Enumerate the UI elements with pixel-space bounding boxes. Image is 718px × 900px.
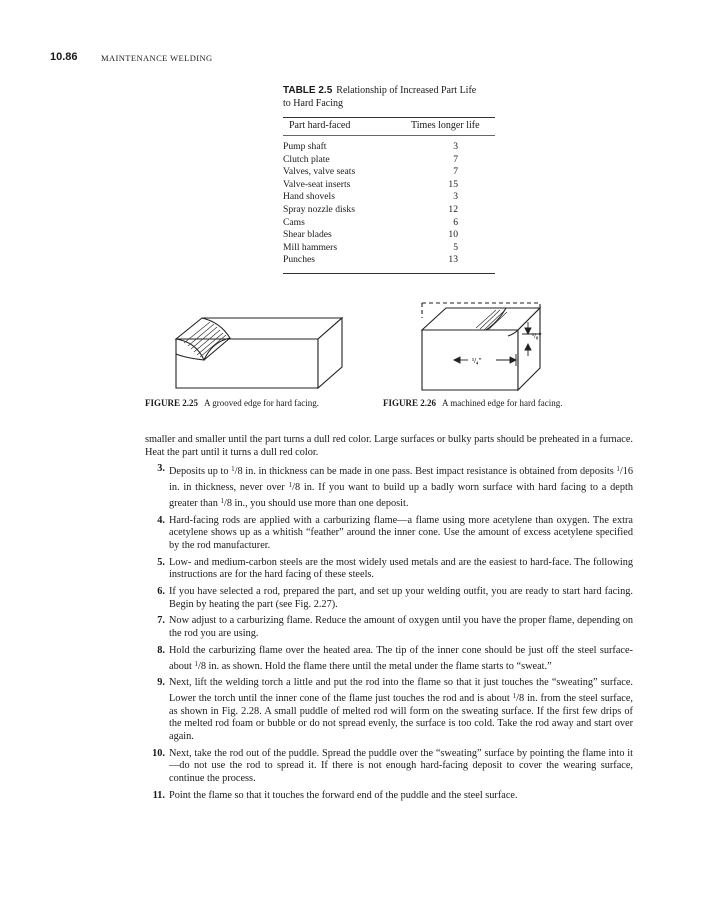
table-row: [283, 229, 495, 242]
list-item-number: 7.: [157, 615, 165, 627]
figure-2-25-text: A grooved edge for hard facing.: [204, 398, 319, 408]
list-item-text: Now adjust to a carburizing flame. Reduce the amount of oxygen until you have the proper flame, depending on the rod you are using.: [169, 615, 633, 640]
figure-2-26-caption: [383, 398, 562, 408]
list-item-number: 11.: [152, 789, 165, 801]
list-item-text: /8 in. If you want to build up a badly worn surface with hard facing to a depth greater than: [169, 482, 633, 509]
table-row: [283, 254, 495, 267]
table-cell-part: Cams: [283, 216, 305, 228]
figure-2-26-text: A machined edge for hard facing.: [442, 398, 563, 408]
table-row: [283, 191, 495, 204]
table-row: [283, 154, 495, 167]
fraction-numerator: 1: [220, 496, 224, 505]
list-item: [145, 615, 633, 640]
table-header-life: Times longer life: [411, 120, 480, 131]
fraction-numerator: 1: [288, 481, 293, 490]
table-cell-life: 12: [448, 203, 458, 215]
table-row: [283, 179, 495, 192]
dimension-horizontal-label: ¹/₄": [472, 357, 483, 365]
list-item: [145, 586, 633, 611]
list-item-number: 8.: [157, 644, 165, 656]
table-cell-part: Valves, valve seats: [283, 166, 356, 178]
table-row: [283, 242, 495, 255]
list-item-text: Hard-facing rods are applied with a carburizing flame—a flame using more acetylene than oxygen. The extra acetylene shows up as a whitish “feather” around the inner cone. Use the amount of excess acetylene specified by the rod manufacturer.: [169, 514, 633, 551]
table-cell-life: 5: [453, 241, 458, 253]
table-cell-life: 7: [453, 153, 458, 165]
list-item-text: /16 in. in thickness, never over: [169, 466, 633, 494]
list-item-text: Hold the carburizing flame over the heated area. The tip of the inner cone should be just off the steel surface-about: [169, 644, 633, 672]
table-top-rule: [283, 117, 495, 118]
table-row: [283, 204, 495, 217]
list-item: [145, 463, 633, 510]
table-cell-life: 10: [448, 229, 458, 241]
fraction-numerator: 1: [231, 465, 235, 474]
numbered-list: [145, 463, 633, 802]
list-item-text: /8 in., you should use more than one deposit.: [223, 497, 409, 509]
table-cell-part: Spray nozzle disks: [283, 203, 355, 215]
table-row: [283, 217, 495, 230]
table-cell-life: 6: [453, 216, 458, 228]
body-text: [145, 434, 633, 803]
figure-2-25-caption: [145, 398, 319, 408]
table-title-line2: to Hard Facing: [283, 98, 343, 109]
table-cell-part: Mill hammers: [283, 241, 338, 253]
list-item-text: Low- and medium-carbon steels are the most widely used metals and are the easiest to hard-face. The following instructions are for the hard facing of these steels.: [169, 556, 633, 581]
list-item-number: 4.: [157, 514, 165, 526]
list-item: [145, 748, 633, 786]
table-header-part: Part hard-faced: [289, 120, 351, 131]
list-item-text: Deposits up to: [169, 466, 232, 478]
table-bottom-rule: [283, 273, 495, 274]
figure-2-26-label: FIGURE 2.26: [383, 398, 437, 408]
table-cell-part: Valve-seat inserts: [283, 178, 351, 190]
table-cell-part: Shear blades: [283, 229, 332, 241]
list-item: [145, 645, 633, 673]
intro-paragraph: smaller and smaller until the part turns a dull red color. Large surfaces or bulky parts should be preheated in a furnace. Heat the part until it turns a dull red color.: [145, 434, 633, 458]
table-title: [283, 84, 513, 110]
list-item-text: Next, take the rod out of the puddle. Spread the puddle over the “sweating” surface by pointing the flame into it—do not use the rod to spread it. If there is not enough hard-facing deposit to cover the wearing surface, continue the process.: [169, 747, 633, 785]
list-item: [145, 557, 633, 582]
table-cell-life: 13: [448, 254, 458, 266]
list-item: [145, 515, 633, 553]
table-title-line1: Relationship of Increased Part Life: [336, 85, 477, 96]
list-item-number: 5.: [157, 556, 165, 568]
list-item: [145, 677, 633, 744]
fraction-numerator: 1: [194, 659, 198, 668]
list-item-number: 9.: [157, 677, 165, 689]
dimension-vertical-label: ¹/₈": [532, 332, 543, 340]
table-cell-life: 3: [453, 141, 458, 152]
list-item-text: Next, lift the welding torch a little and put the rod into the flame so that it just touches the “sweating” surface. Lower the torch until the inner cone of the flame just touches the rod and is about: [169, 677, 633, 704]
table-label: TABLE 2.5: [283, 85, 333, 96]
table-cell-life: 15: [448, 178, 458, 190]
page-number: 10.86: [50, 51, 78, 63]
figure-2-25-drawing: [160, 312, 360, 392]
fraction-numerator: 1: [512, 691, 517, 700]
list-item-text: /8 in. from the steel surface, as shown in Fig. 2.28. A small puddle of melted rod will form on the sweating surface. If the first few drips of the melted rod foam or bubble or do not spread evenly, the surface is too cold. Take the rod away and start over again.: [169, 692, 633, 743]
table-cell-part: Punches: [283, 254, 315, 266]
list-item: [145, 790, 633, 803]
list-item-number: 6.: [157, 586, 165, 598]
table-body: [283, 141, 495, 267]
figure-2-26-drawing: [410, 298, 570, 398]
table-cell-part: Pump shaft: [283, 141, 327, 152]
table-header-rule: [283, 135, 495, 136]
fraction-numerator: 1: [616, 465, 620, 474]
list-item-text: Point the flame so that it touches the forward end of the puddle and the steel surface.: [169, 789, 518, 801]
list-item-text: /8 in. as shown. Hold the flame there until the metal under the flame starts to “sweat.”: [197, 660, 552, 672]
running-head: MAINTENANCE WELDING: [101, 53, 213, 63]
list-item-number: 10.: [152, 747, 165, 759]
table-row: [283, 166, 495, 179]
table-cell-life: 7: [453, 166, 458, 178]
list-item-text: /8 in. in thickness can be made in one pass. Best impact resistance is obtained from deposits: [234, 466, 617, 478]
table-row: [283, 141, 495, 154]
figure-2-25-label: FIGURE 2.25: [145, 398, 199, 408]
list-item-text: If you have selected a rod, prepared the part, and set up your welding outfit, you are ready to start hard facing. Begin by heating the part (see Fig. 2.27).: [169, 586, 633, 610]
table-cell-life: 3: [453, 191, 458, 203]
table-cell-part: Hand shovels: [283, 191, 335, 203]
table-cell-part: Clutch plate: [283, 153, 330, 165]
list-item-number: 3.: [157, 463, 165, 475]
